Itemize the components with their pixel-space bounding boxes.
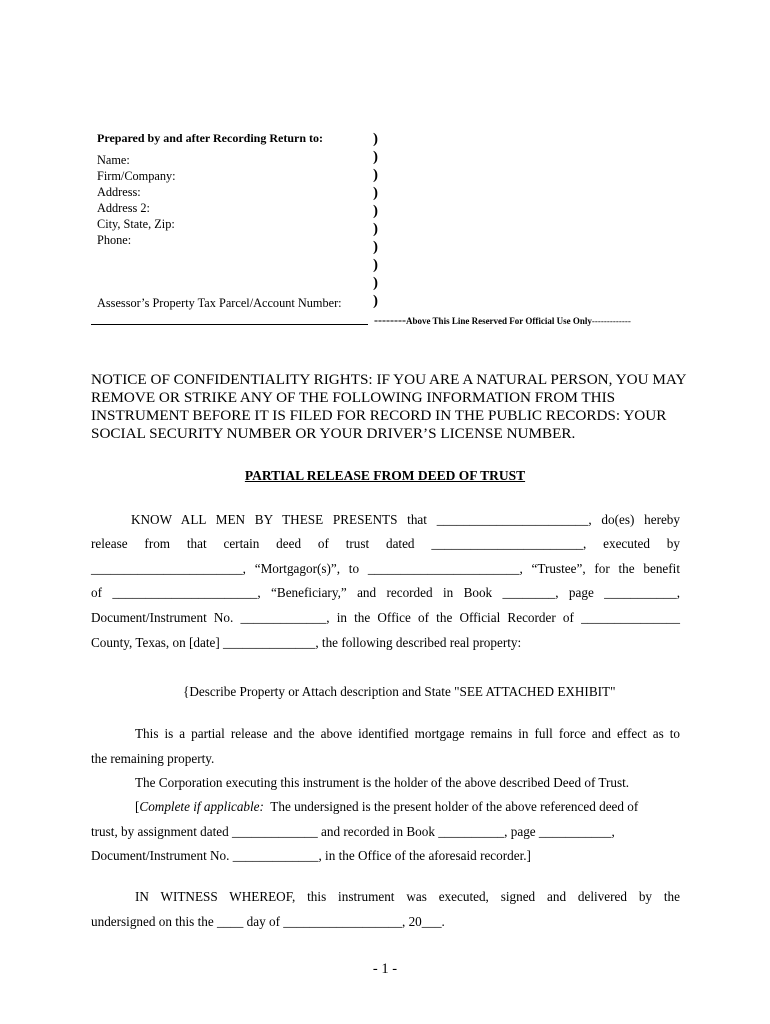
paren: ) <box>373 293 378 309</box>
paren: ) <box>373 185 378 201</box>
witness-line-2: undersigned on this the ____ day of __________________, 20___. <box>91 914 445 929</box>
paren: ) <box>373 203 378 219</box>
reserved-official-use-note <box>374 313 631 328</box>
paren: ) <box>373 167 378 183</box>
bracket-open: [ <box>135 799 140 814</box>
body-line-6: County, Texas, on [date] ______________, the following described real property: <box>91 635 522 650</box>
paren: ) <box>373 149 378 165</box>
firm-field-label: Firm/Company: <box>97 169 176 183</box>
body-line-3: _______________________, “Mortgagor(s)”, to _______________________, “Trustee”, for the benefit <box>91 561 680 576</box>
assessor-parcel-label: Assessor’s Property Tax Parcel/Account Number: <box>97 296 342 310</box>
reserved-text: Above This Line Reserved For Official Use Only <box>405 316 592 326</box>
paren: ) <box>373 257 378 273</box>
prepared-by-heading: Prepared by and after Recording Return to: <box>97 131 323 145</box>
complete-if-applicable-text: The undersigned is the present holder of the above referenced deed of <box>263 799 639 814</box>
paren: ) <box>373 239 378 255</box>
page-number: - 1 - <box>372 961 398 977</box>
complete-if-applicable-line <box>135 799 638 815</box>
paren: ) <box>373 275 378 291</box>
witness-line-1: IN WITNESS WHEREOF, this instrument was executed, signed and delivered by the <box>135 889 680 904</box>
reserved-tail: ------------- <box>591 316 631 326</box>
header-field-list <box>97 152 176 248</box>
document-instrument-line: Document/Instrument No. _____________, in the Office of the aforesaid recorder.] <box>91 848 531 863</box>
address-field-label: Address: <box>97 185 141 199</box>
confidentiality-notice: NOTICE OF CONFIDENTIALITY RIGHTS: IF YOU ARE A NATURAL PERSON, YOU MAY REMOVE OR STRIKE ANY OF THE FOLLOWING INFORMATION FROM THIS INSTRUMENT BEFORE IT IS FILED FOR RECORD IN THE PUBLIC RECORDS: YOUR SOCIAL SECURITY NUMBER OR YOUR DRIVER’S LICENSE NUMBER. <box>91 371 686 442</box>
body-line-1: KNOW ALL MEN BY THESE PRESENTS that _______________________, do(es) hereby <box>131 512 680 527</box>
recording-divider-line <box>91 324 368 325</box>
paren: ) <box>373 131 378 147</box>
describe-property-instruction: {Describe Property or Attach description and State "SEE ATTACHED EXHIBIT" <box>183 684 616 699</box>
reserved-dashes: -------- <box>374 313 406 327</box>
complete-if-applicable-label: Complete if applicable: <box>139 799 264 814</box>
corporation-statement: The Corporation executing this instrument is the holder of the above described Deed of Trust. <box>135 775 630 790</box>
phone-field-label: Phone: <box>97 233 132 247</box>
city-state-zip-field-label: City, State, Zip: <box>97 217 175 231</box>
partial-release-line-1: This is a partial release and the above identified mortgage remains in full force and effect as to <box>135 726 680 741</box>
name-field-label: Name: <box>97 153 130 167</box>
document-title: PARTIAL RELEASE FROM DEED OF TRUST <box>244 468 526 483</box>
body-line-2: release from that certain deed of trust dated _______________________, executed by <box>91 536 680 551</box>
partial-release-line-2: the remaining property. <box>91 751 215 766</box>
assignment-line: trust, by assignment dated _____________ and recorded in Book __________, page ___________, <box>91 824 615 839</box>
body-line-5: Document/Instrument No. _____________, in the Office of the Official Recorder of _______________ <box>91 610 680 625</box>
parenthesis-column <box>373 130 378 310</box>
paren: ) <box>373 221 378 237</box>
body-line-4: of ______________________, “Beneficiary,” and recorded in Book ________, page ___________, <box>91 585 680 600</box>
address2-field-label: Address 2: <box>97 201 150 215</box>
